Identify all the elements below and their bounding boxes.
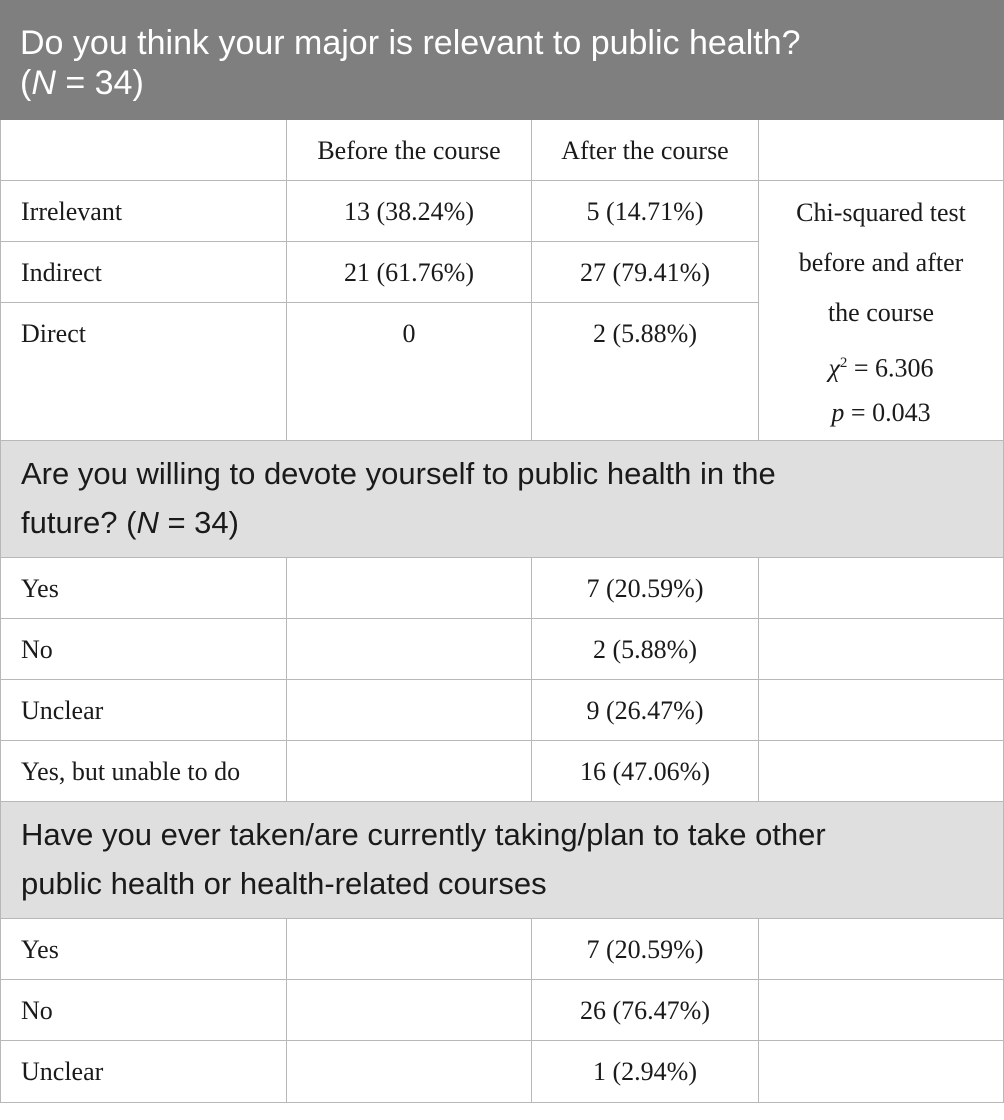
s2-row-after: 9 (26.47%) [531,680,758,741]
s2-row-after: 2 (5.88%) [531,619,758,680]
s3-row-after: 26 (76.47%) [531,980,758,1041]
s3-row-label: Unclear [0,1041,286,1103]
s2-row-after: 7 (20.59%) [531,557,758,619]
s3-row-before [286,980,531,1041]
section1-header [0,0,1004,120]
s1-row-after: 27 (79.41%) [531,242,758,303]
s2-row-label: Unclear [0,680,286,741]
section2-title: Are you willing to devote yourself to public health in the [21,456,776,491]
section1-n: (N = 34) [20,64,144,102]
s1-row-before: 0 [286,303,531,441]
chi-squared-value: $\chi^2 = 6.306$ [828,353,934,383]
s1-row-label: Indirect [0,242,286,303]
section1-title: Do you think your major is relevant to public health? [20,24,801,62]
s2-row-label: Yes, but unable to do [0,741,286,802]
section2-header [0,441,1004,557]
s2-row-after: 16 (47.06%) [531,741,758,802]
s2-row-label: Yes [0,557,286,619]
s3-row-before [286,918,531,980]
stat-line3: the course [827,298,935,327]
s3-row-stat [758,918,1004,980]
col-header-stat [758,120,1004,181]
s3-row-stat [758,980,1004,1041]
stat-line2: before and after [798,248,964,277]
section3-title-2: public health or health-related courses [21,866,547,901]
s2-row-before [286,557,531,619]
section3-title: Have you ever taken/are currently taking/plan to take other [21,817,826,852]
s2-row-before [286,741,531,802]
s3-row-label: No [0,980,286,1041]
p-value: p = 0.043 [831,398,931,427]
s3-row-after: 7 (20.59%) [531,918,758,980]
s2-row-stat [758,680,1004,741]
s2-row-label: No [0,619,286,680]
s1-row-label: Direct [0,303,286,441]
section2-title-2: future? (N = 34) [21,505,239,540]
s2-row-before [286,619,531,680]
s1-row-label: Irrelevant [0,181,286,242]
s2-row-stat [758,741,1004,802]
s1-row-after: 2 (5.88%) [531,303,758,441]
col-header-empty [0,120,286,181]
col-header-before: Before the course [286,120,531,181]
stat-line1: Chi-squared test [796,198,966,227]
s3-row-stat [758,1041,1004,1103]
section3-header [0,802,1004,918]
col-header-after: After the course [531,120,758,181]
chi-squared-result [758,181,1004,441]
s3-row-after: 1 (2.94%) [531,1041,758,1103]
s3-row-before [286,1041,531,1103]
s3-row-label: Yes [0,918,286,980]
s1-row-before: 21 (61.76%) [286,242,531,303]
s2-row-before [286,680,531,741]
s2-row-stat [758,557,1004,619]
s1-row-after: 5 (14.71%) [531,181,758,242]
s1-row-before: 13 (38.24%) [286,181,531,242]
s2-row-stat [758,619,1004,680]
